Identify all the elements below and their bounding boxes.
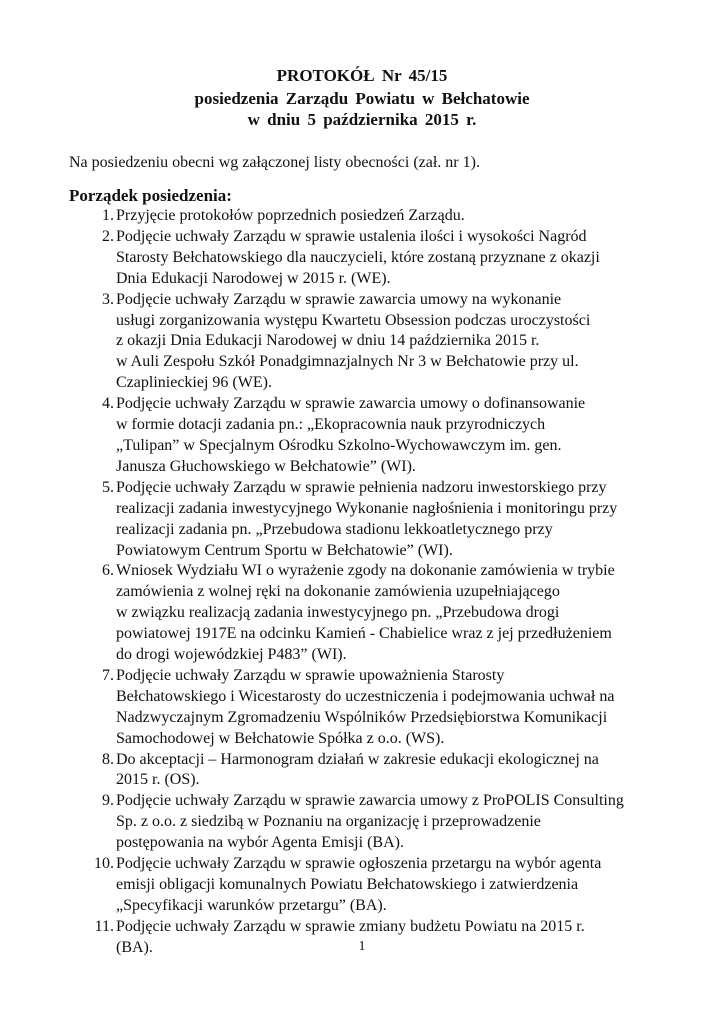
agenda-item-text bbox=[114, 791, 659, 854]
agenda-item-text bbox=[114, 854, 659, 917]
agenda-item-line: emisji obligacji komunalnych Powiatu Bełchatowskiego i zatwierdzenia bbox=[116, 876, 579, 893]
agenda-item bbox=[69, 290, 659, 395]
agenda-item bbox=[69, 791, 659, 854]
protocol-subtitle: posiedzenia Zarządu Powiatu w Bełchatowie bbox=[194, 89, 530, 108]
agenda-item bbox=[69, 394, 659, 478]
agenda-item bbox=[69, 478, 659, 562]
agenda-item-line: Przyjęcie protokołów poprzednich posiedzeń Zarządu. bbox=[116, 207, 465, 224]
agenda-item-text bbox=[114, 290, 659, 395]
agenda-item-line: 2015 r. (OS). bbox=[116, 771, 200, 789]
agenda-item-line: Starosty Bełchatowskiego dla nauczycieli, które zostaną przyznane z okazji bbox=[116, 248, 600, 266]
agenda-item-text bbox=[114, 666, 659, 750]
agenda-item-line: Do akceptacji – Harmonogram działań w zakresie edukacji ekologicznej na bbox=[116, 750, 599, 768]
attendance-note: Na posiedzeniu obecni wg załączonej listy obecności (zał. nr 1). bbox=[69, 154, 480, 171]
agenda-item-line: do drogi wojewódzkiej P483” (WI). bbox=[116, 646, 347, 664]
agenda-item bbox=[69, 750, 659, 792]
agenda-item-text bbox=[114, 227, 659, 290]
agenda-item-line: Powiatowym Centrum Sportu w Bełchatowie” (WI). bbox=[116, 541, 453, 559]
protocol-date: w dniu 5 października 2015 r. bbox=[247, 110, 477, 129]
agenda-item-line: postępowania na wybór Agenta Emisji (BA). bbox=[116, 834, 404, 852]
agenda-item-text bbox=[114, 561, 659, 666]
agenda-item-text bbox=[114, 206, 659, 227]
agenda-item-number: 10. bbox=[94, 855, 114, 873]
agenda-item bbox=[69, 854, 659, 917]
agenda-item-line: Podjęcie uchwały Zarządu w sprawie upoważnienia Starosty bbox=[116, 666, 505, 684]
agenda-item-number: 7. bbox=[102, 666, 114, 684]
agenda-item-text bbox=[114, 750, 659, 792]
agenda-item-line: w związku realizacją zadania inwestycyjnego pn. „Przebudowa drogi bbox=[116, 604, 560, 622]
protocol-title: PROTOKÓŁ Nr 45/15 bbox=[276, 66, 448, 85]
agenda-heading: Porządek posiedzenia: bbox=[69, 186, 232, 205]
agenda-item-number: 8. bbox=[102, 750, 114, 768]
agenda-item-line: realizacji zadania inwestycyjnego Wykonanie nagłośnienia i monitoringu przy bbox=[116, 499, 618, 517]
agenda-item-number: 2. bbox=[102, 227, 114, 245]
agenda-list bbox=[69, 206, 659, 959]
agenda-item-line: Dnia Edukacji Narodowej w 2015 r. (WE). bbox=[116, 269, 391, 287]
agenda-item bbox=[69, 561, 659, 666]
agenda-item-line: Podjęcie uchwały Zarządu w sprawie zawarcia umowy o dofinansowanie bbox=[116, 395, 586, 413]
agenda-item bbox=[69, 206, 659, 227]
agenda-item-line: Nadzwyczajnym Zgromadzeniu Wspólników Przedsiębiorstwa Komunikacji bbox=[116, 708, 608, 726]
agenda-item-line: Podjęcie uchwały Zarządu w sprawie ogłoszenia przetargu na wybór agenta bbox=[116, 855, 602, 873]
agenda-item-line: Samochodowej w Bełchatowie Spółka z o.o. (WS). bbox=[116, 729, 445, 747]
agenda-item-line: z okazji Dnia Edukacji Narodowej w dniu 14 października 2015 r. bbox=[116, 332, 540, 350]
agenda-item-number: 3. bbox=[102, 290, 114, 308]
agenda-item-line: Sp. z o.o. z siedzibą w Poznaniu na organizację i przeprowadzenie bbox=[116, 813, 541, 831]
page-number: 1 bbox=[358, 939, 366, 954]
agenda-item-number: 1. bbox=[102, 207, 114, 224]
agenda-item-line: w formie dotacji zadania pn.: „Ekopracownia nauk przyrodniczych bbox=[116, 416, 546, 434]
agenda-item-line: „Specyfikacji warunków przetargu” (BA). bbox=[116, 896, 387, 914]
agenda-item-line: Bełchatowskiego i Wicestarosty do uczestniczenia i podejmowania uchwał na bbox=[116, 687, 615, 705]
agenda-item-line: Podjęcie uchwały Zarządu w sprawie zawarcia umowy na wykonanie bbox=[116, 290, 562, 308]
agenda-item-line: realizacji zadania pn. „Przebudowa stadionu lekkoatletycznego przy bbox=[116, 520, 553, 538]
agenda-item-line: Podjęcie uchwały Zarządu w sprawie zawarcia umowy z ProPOLIS Consulting bbox=[116, 792, 624, 810]
agenda-item-number: 6. bbox=[102, 562, 114, 580]
agenda-item-line: zamówienia z wolnej ręki na dokonanie zamówienia uzupełniającego bbox=[116, 583, 560, 601]
agenda-item-number: 11. bbox=[94, 917, 114, 935]
agenda-item-line: Czaplinieckiej 96 (WE). bbox=[116, 374, 272, 392]
agenda-item-number: 9. bbox=[102, 792, 114, 810]
agenda-item-text bbox=[114, 394, 659, 478]
agenda-item-line: powiatowej 1917E na odcinku Kamień - Chabielice wraz z jej przedłużeniem bbox=[116, 625, 612, 643]
agenda-item-line: usługi zorganizowania występu Kwartetu Obsession podczas uroczystości bbox=[116, 311, 591, 329]
agenda-item-number: 4. bbox=[102, 395, 114, 413]
agenda-item bbox=[69, 227, 659, 290]
agenda-item-line: (BA). bbox=[116, 938, 153, 956]
agenda-item-text bbox=[114, 478, 659, 562]
agenda-item-line: Podjęcie uchwały Zarządu w sprawie pełnienia nadzoru inwestorskiego przy bbox=[116, 478, 607, 496]
agenda-item bbox=[69, 666, 659, 750]
agenda-item-line: „Tulipan” w Specjalnym Ośrodku Szkolno-Wychowawczym im. gen. bbox=[116, 436, 562, 454]
agenda-item-line: w Auli Zespołu Szkół Ponadgimnazjalnych Nr 3 w Bełchatowie przy ul. bbox=[116, 353, 579, 371]
agenda-item-line: Wniosek Wydziału WI o wyrażenie zgody na dokonanie zamówienia w trybie bbox=[116, 562, 615, 580]
agenda-item-line: Podjęcie uchwały Zarządu w sprawie zmiany budżetu Powiatu na 2015 r. bbox=[116, 917, 585, 935]
agenda-item-number: 5. bbox=[102, 478, 114, 496]
agenda-item-line: Janusza Głuchowskiego w Bełchatowie” (WI). bbox=[116, 457, 416, 475]
agenda-item-line: Podjęcie uchwały Zarządu w sprawie ustalenia ilości i wysokości Nagród bbox=[116, 227, 587, 245]
